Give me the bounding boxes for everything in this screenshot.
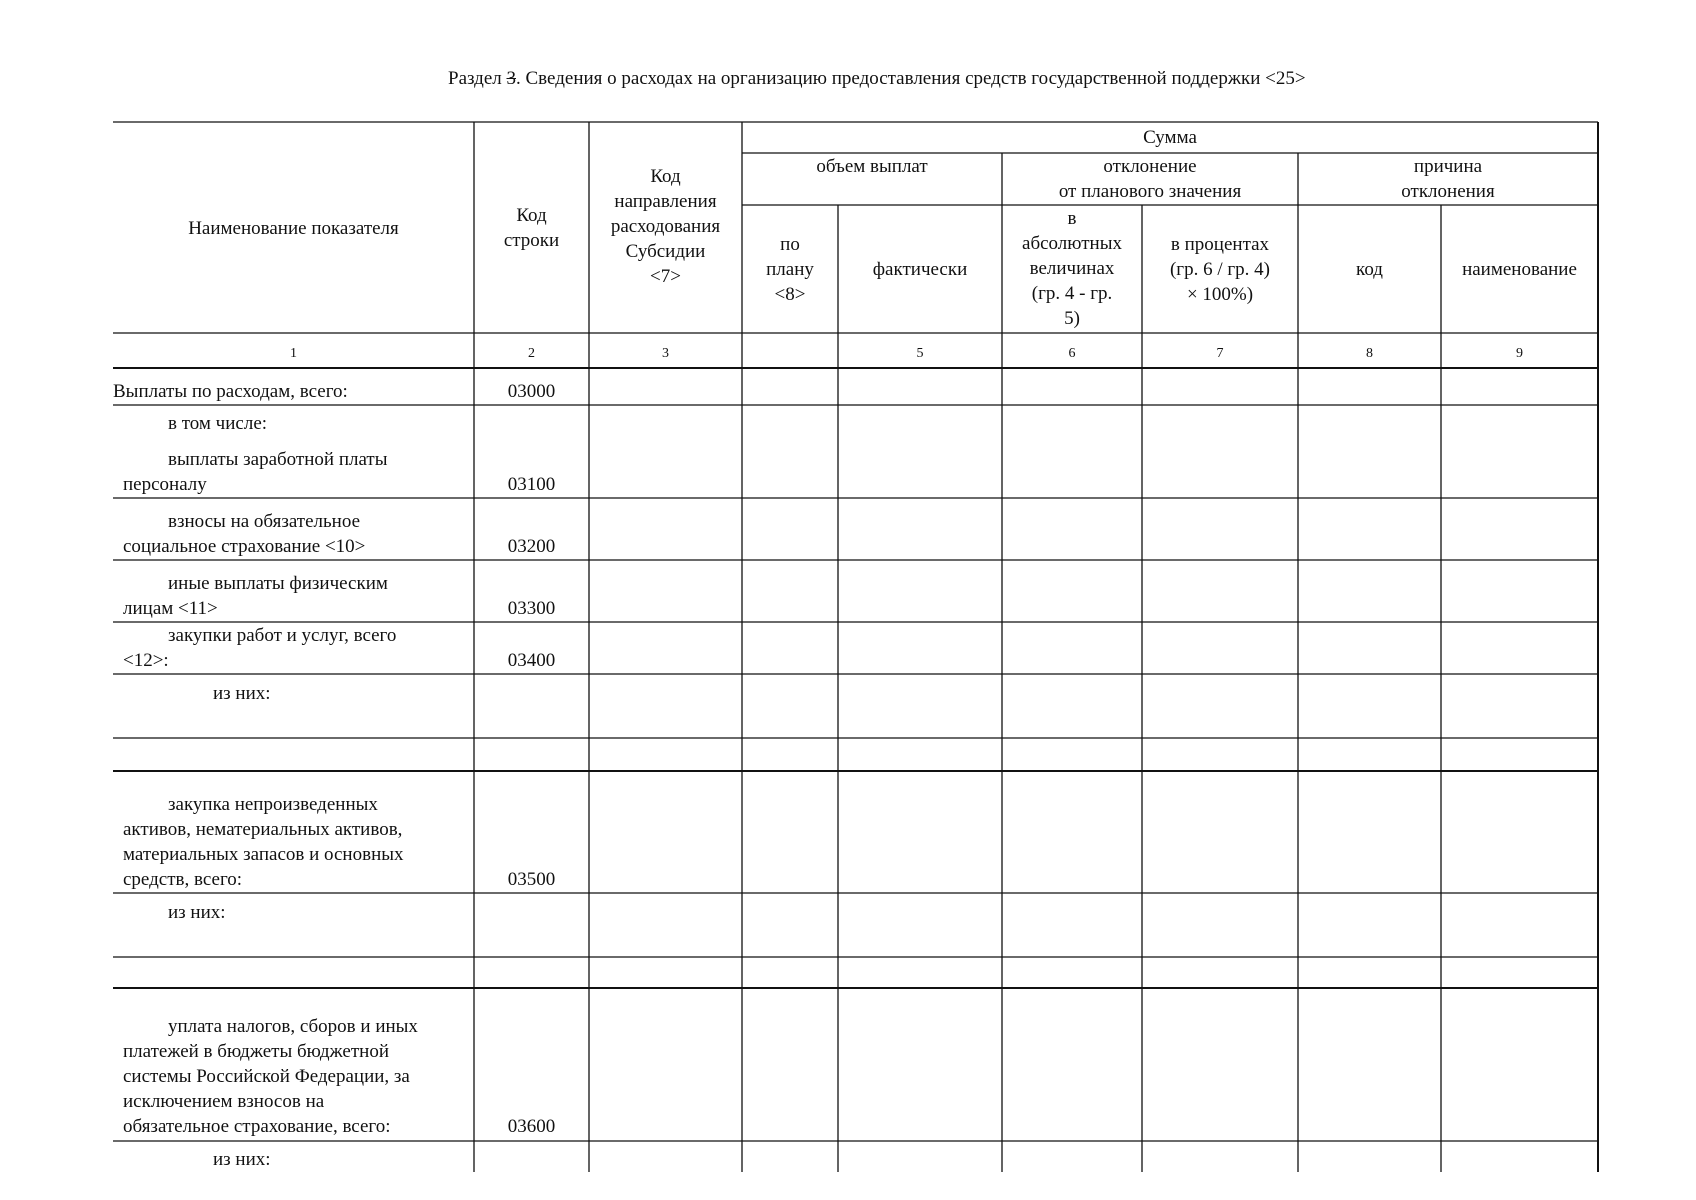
header-payout-volume: объем выплат [816,156,928,177]
row-code: 03300 [507,598,556,619]
header-sum: Сумма [1143,127,1197,148]
header-indicator-name: Наименование показателя [188,218,399,239]
row-label: Выплаты по расходам, всего: [113,381,348,402]
header-direction-code: Код направления расходования Субсидии <7> [610,166,721,287]
row-label: из них: [213,683,271,704]
title-text: . Сведения о расходах на организацию предоставления средств государственной поддержки <25> [516,68,1306,89]
column-number-6: 6 [1068,346,1076,361]
row-label: взносы на обязательное социальное страхование <10> [123,511,366,557]
header-by-plan: по плану <8> [766,234,814,305]
column-number-2: 2 [528,346,535,361]
row-code: 03400 [507,650,556,671]
column-number-7: 7 [1216,346,1224,361]
row-label: выплаты заработной платы персоналу [123,449,388,495]
row-label: иные выплаты физическим лицам <11> [123,573,388,619]
header-row-code: Код строки [503,205,560,251]
column-number-5: 5 [916,346,924,361]
title-prefix: Раздел [448,68,507,89]
header-reason-code: код [1356,259,1383,280]
header-deviation-reason: причина отклонения [1401,156,1495,202]
column-number-1: 1 [290,346,297,361]
header-absolute: в абсолютных величинах (гр. 4 - гр. 5) [1022,208,1122,329]
row-code: 03200 [507,536,556,557]
row-label: из них: [168,902,226,923]
row-code: 03500 [507,869,556,890]
row-code: 03000 [507,381,556,402]
row-label: уплата налогов, сборов и иных платежей в бюджеты бюджетной системы Российской Федерации, за исключением взносов на обязательное страхование, всего: [123,1016,418,1137]
header-reason-name: наименование [1462,259,1577,280]
header-deviation: отклонение от планового значения [1058,156,1242,202]
section-number: 3 [506,68,516,89]
header-actual: фактически [872,259,968,280]
row-label: закупки работ и услуг, всего <12>: [123,625,397,671]
row-label: из них: [213,1149,271,1170]
row-code: 03100 [507,474,556,495]
row-label: в том числе: [168,413,268,434]
header-percent: в процентах (гр. 6 / гр. 4) × 100%) [1169,234,1271,305]
column-number-3: 3 [662,346,669,361]
row-code: 03600 [507,1116,556,1137]
column-number-8: 8 [1366,346,1373,361]
row-label: закупка непроизведенных активов, нематериальных активов, материальных запасов и основных средств, всего: [123,794,404,890]
column-number-9: 9 [1516,346,1523,361]
